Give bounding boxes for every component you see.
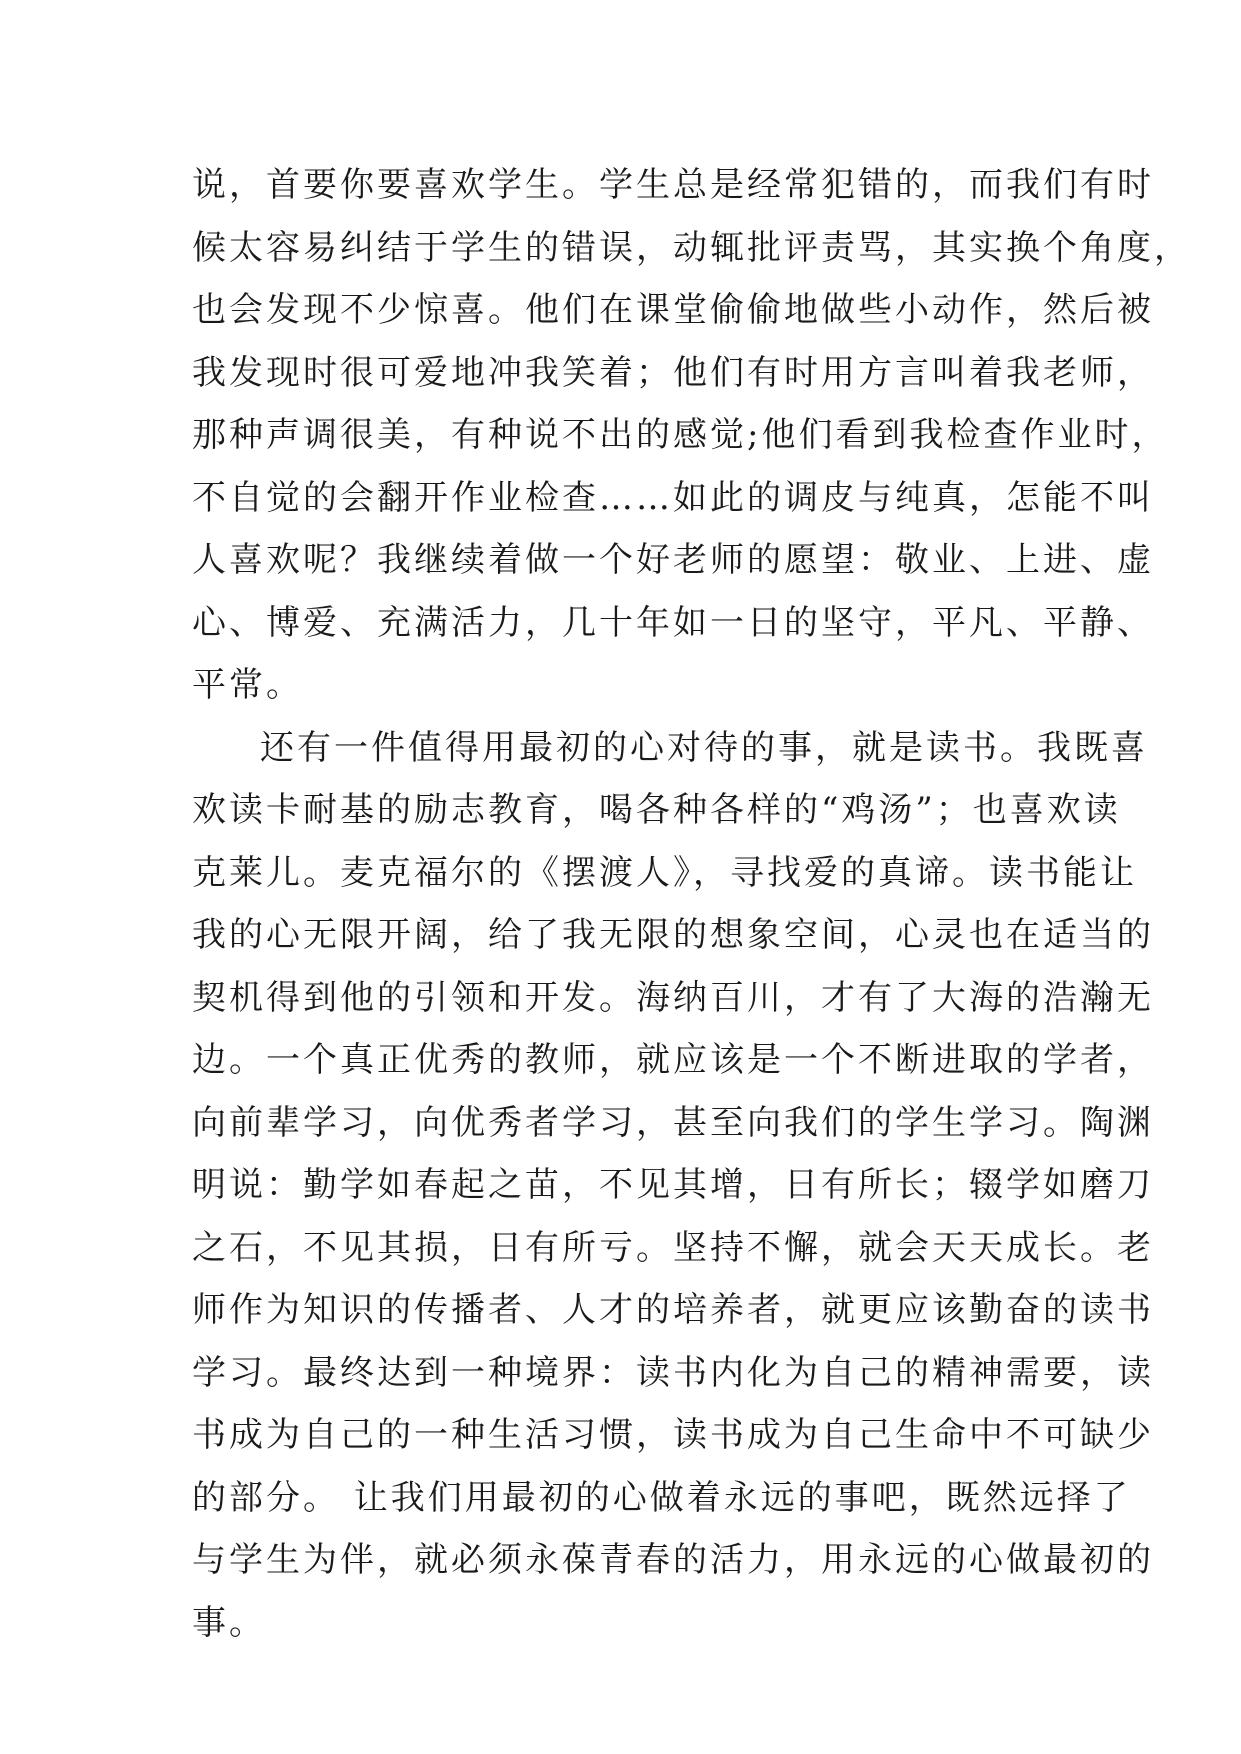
text-line: 心、博爱、充满活力，几十年如一日的坚守，平凡、平静、 [192,602,1154,643]
document-body [192,154,1191,1654]
text-line: 与学生为伴，就必须永葆青春的活力，用永远的心做最初的 [192,1540,1154,1580]
text-line: 那种声调很美，有种说不出的感觉;他们看到我检查作业时， [192,415,1169,455]
text-line: 之石，不见其损，日有所亏。坚持不懈，就会天天成长。老 [192,1227,1154,1268]
text-line: 向前辈学习，向优秀者学习，甚至向我们的学生学习。陶渊 [192,1102,1154,1143]
text-line: 的部分。 让我们用最初的心做着永远的事吧，既然远择了 [192,1477,1131,1518]
text-line: 书成为自己的一种生活习惯，读书成为自己生命中不可缺少 [192,1415,1154,1455]
text-line: 平常。 [192,665,303,705]
text-line: 我的心无限开阔，给了我无限的想象空间，心灵也在适当的 [192,915,1154,955]
text-line: 师作为知识的传播者、人才的培养者，就更应该勤奋的读书 [192,1290,1154,1330]
text-line: 说，首要你要喜欢学生。学生总是经常犯错的，而我们有时 [192,165,1154,205]
text-line: 还有一件值得用最初的心对待的事，就是读书。我既喜 [260,727,1148,768]
text-line: 边。一个真正优秀的教师，就应该是一个不断进取的学者， [192,1040,1154,1080]
text-line: 事。 [192,1602,266,1643]
text-line: 也会发现不少惊喜。他们在课堂偷偷地做些小动作，然后被 [192,290,1154,330]
text-line: 明说：勤学如春起之苗，不见其增，日有所长；辍学如磨刀 [192,1165,1154,1205]
paragraph-2 [192,717,1154,1655]
text-line: 学习。最终达到一种境界：读书内化为自己的精神需要，读 [192,1352,1154,1393]
text-line: 候太容易纠结于学生的错误，动辄批评责骂，其实换个角度， [192,227,1191,268]
text-line: 不自觉的会翻开作业检查……如此的调皮与纯真，怎能不叫 [192,477,1154,518]
text-line: 人喜欢呢？我继续着做一个好老师的愿望：敬业、上进、虚 [192,540,1154,580]
text-line: 我发现时很可爱地冲我笑着；他们有时用方言叫着我老师， [192,352,1154,393]
text-line: 欢读卡耐基的励志教育，喝各种各样的“鸡汤”；也喜欢读 [192,790,1121,830]
text-line: 克莱儿。麦克福尔的《摆渡人》，寻找爱的真谛。读书能让 [192,852,1137,893]
paragraph-1 [192,154,1191,717]
text-line: 契机得到他的引领和开发。海纳百川，才有了大海的浩瀚无 [192,977,1154,1018]
